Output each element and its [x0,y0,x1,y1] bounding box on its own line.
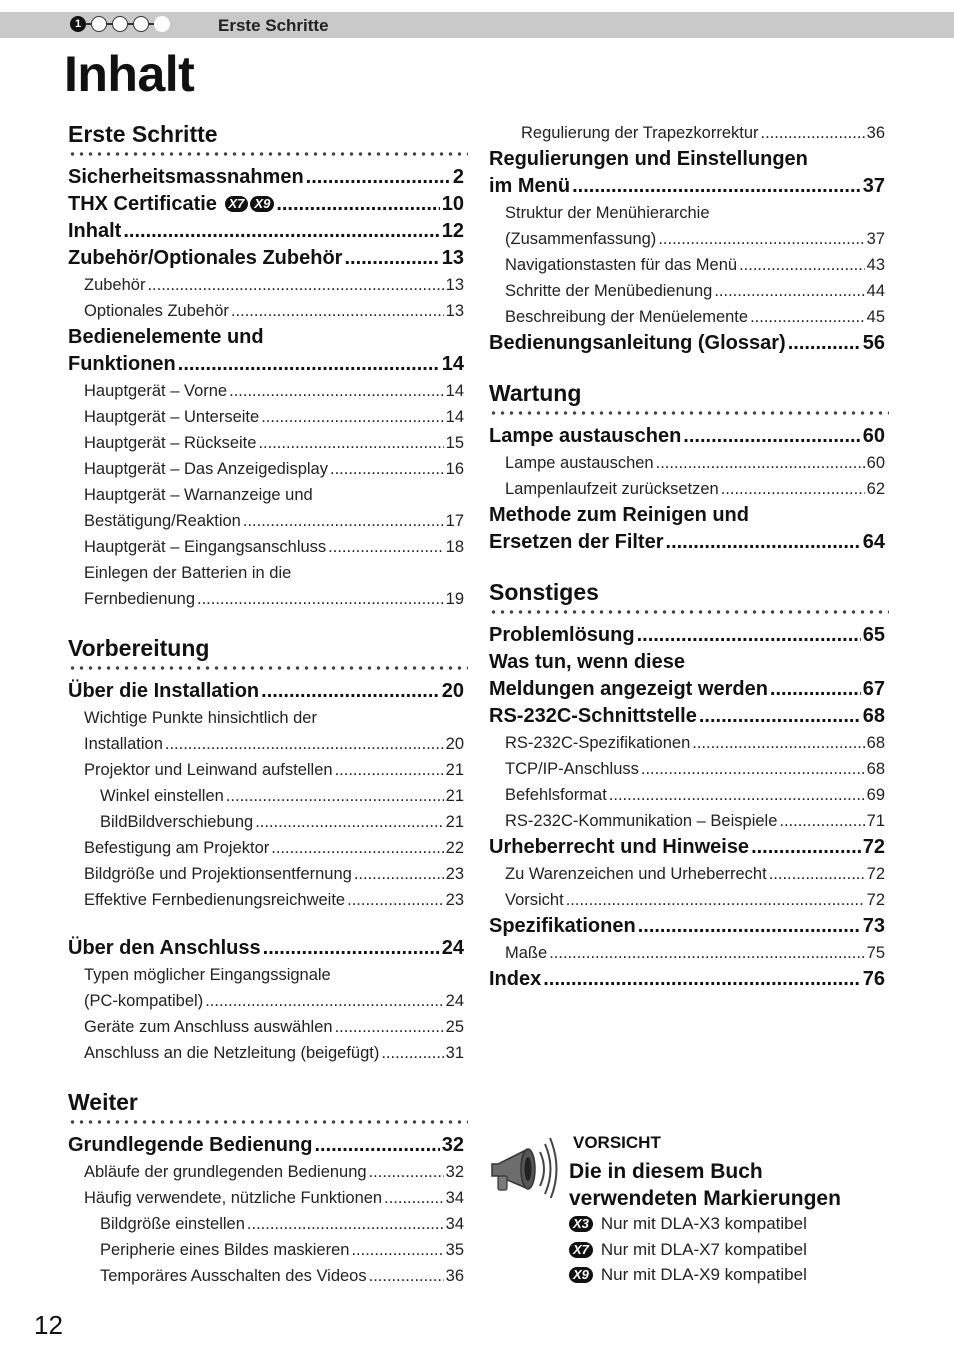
toc-subentry-line1: Typen möglicher Eingangssignale [84,966,331,984]
toc-entry-line1: Bedienelemente und [68,326,264,348]
toc-subentry[interactable]: Befestigung am Projektor ..... 22 [68,835,464,861]
toc-subentry[interactable]: Hauptgerät – Eingangsanschluss ..... 18 [68,534,464,560]
toc-subentry-line1: Struktur der Menühierarchie [505,204,710,222]
step-5-icon [154,16,170,32]
toc-subentry[interactable]: Abläufe der grundlegenden Bedienung ..... 32 [68,1159,464,1185]
toc-entry[interactable]: Funktionen ..... 14 [68,351,464,378]
toc-subentry[interactable]: Hauptgerät – Unterseite ..... 14 [68,404,464,430]
toc-subentry[interactable]: Zu Warenzeichen und Urheberrecht ..... 72 [489,861,885,887]
x9-badge-icon: X9 [569,1267,593,1283]
toc-entry[interactable]: Problemlösung ..... 65 [489,622,885,649]
toc-subsubentry[interactable]: Winkel einstellen ..... 21 [68,783,464,809]
toc-subsubentry[interactable]: Peripherie eines Bildes maskieren ..... 35 [68,1237,464,1263]
toc-subentry[interactable]: Projektor und Leinwand aufstellen ..... 21 [68,757,464,783]
toc-subentry[interactable]: RS-232C-Spezifikationen ..... 68 [489,730,885,756]
toc-entry[interactable]: im Menü ..... 37 [489,173,885,200]
toc-entry[interactable]: Index ..... 76 [489,966,885,993]
toc-subentry[interactable]: Bildgröße und Projektionsentfernung ..... 23 [68,861,464,887]
toc-subentry[interactable]: Schritte der Menübedienung ..... 44 [489,278,885,304]
page-title: Inhalt [64,46,195,102]
section-divider [68,148,468,160]
toc-subentry[interactable]: (Zusammenfassung) ..... 37 [489,226,885,252]
toc-entry[interactable]: Sicherheitsmassnahmen ..... 2 [68,164,464,191]
x3-badge-icon: X3 [569,1216,593,1232]
marking-legend [569,1211,807,1288]
toc-entry-line1: Regulierungen und Einstellungen [489,148,808,170]
step-4-icon [133,16,149,32]
toc-subentry[interactable]: Häufig verwendete, nützliche Funktionen ..... 34 [68,1185,464,1211]
toc-subentry[interactable]: Hauptgerät – Vorne ..... 14 [68,378,464,404]
toc-entry[interactable]: Ersetzen der Filter ..... 64 [489,529,885,556]
toc-right-column [489,120,885,993]
toc-entry-line1: Methode zum Reinigen und [489,504,749,526]
toc-subentry-line1: Wichtige Punkte hinsichtlich der [84,709,317,727]
toc-entry-line1: Was tun, wenn diese [489,651,685,673]
section-divider [489,606,889,618]
toc-subentry[interactable]: RS-232C-Kommunikation – Beispiele ..... 71 [489,808,885,834]
toc-entry[interactable]: Urheberrecht und Hinweise ..... 72 [489,834,885,861]
toc-subentry[interactable]: Bestätigung/Reaktion ..... 17 [68,508,464,534]
toc-subentry[interactable]: Installation ..... 20 [68,731,464,757]
toc-subentry-line1: Hauptgerät – Warnanzeige und [84,486,313,504]
toc-entry[interactable]: Spezifikationen ..... 73 [489,913,885,940]
megaphone-icon [488,1128,560,1198]
toc-subsubentry[interactable]: BildBildverschiebung ..... 21 [68,809,464,835]
toc-left-column [68,120,464,1289]
x7-badge-icon: X7 [225,196,249,212]
toc-subsubentry[interactable]: Regulierung der Trapezkorrektur ..... 36 [489,120,885,146]
step-2-icon [91,16,107,32]
toc-subentry[interactable]: Beschreibung der Menüelemente ..... 45 [489,304,885,330]
x9-badge-icon: X9 [250,196,274,212]
section-title-erste-schritte: Erste Schritte [68,121,218,147]
toc-entry[interactable]: Grundlegende Bedienung ..... 32 [68,1132,464,1159]
toc-subentry[interactable]: TCP/IP-Anschluss ..... 68 [489,756,885,782]
toc-entry[interactable]: THX Certificatie X7 X9 ..... 10 [68,191,464,218]
toc-subsubentry[interactable]: Temporäres Ausschalten des Videos ..... 36 [68,1263,464,1289]
toc-subentry[interactable]: Optionales Zubehör ..... 13 [68,298,464,324]
breadcrumb: Erste Schritte [218,16,329,35]
legend-item: X9 Nur mit DLA-X9 kompatibel [569,1262,807,1288]
toc-subentry[interactable]: Geräte zum Anschluss auswählen ..... 25 [68,1014,464,1040]
toc-entry[interactable]: Zubehör/Optionales Zubehör ..... 13 [68,245,464,272]
section-title-sonstiges: Sonstiges [489,579,599,605]
page-number: 12 [34,1310,63,1340]
toc-subentry[interactable]: Effektive Fernbedienungsreichweite ..... 23 [68,887,464,913]
section-divider [489,407,889,419]
section-divider [68,1116,468,1128]
caution-heading: Die in diesem Buch verwendeten Markierungen [569,1160,841,1210]
toc-subentry[interactable]: Hauptgerät – Das Anzeigedisplay ..... 16 [68,456,464,482]
caution-label: VORSICHT [573,1133,661,1152]
section-title-wartung: Wartung [489,380,582,406]
toc-subentry[interactable]: Zubehör ..... 13 [68,272,464,298]
x7-badge-icon: X7 [569,1242,593,1258]
step-indicator [70,16,170,32]
toc-entry[interactable]: Über den Anschluss ..... 24 [68,935,464,962]
toc-subentry[interactable]: Navigationstasten für das Menü ..... 43 [489,252,885,278]
toc-subentry[interactable]: Hauptgerät – Rückseite ..... 15 [68,430,464,456]
step-3-icon [112,16,128,32]
toc-subentry[interactable]: Fernbedienung ..... 19 [68,586,464,612]
toc-subentry[interactable]: Anschluss an die Netzleitung (beigefügt) ..... 31 [68,1040,464,1066]
toc-subentry[interactable]: Maße ..... 75 [489,940,885,966]
section-title-vorbereitung: Vorbereitung [68,635,210,661]
toc-subentry[interactable]: Vorsicht ..... 72 [489,887,885,913]
toc-entry[interactable]: Meldungen angezeigt werden ..... 67 [489,676,885,703]
section-divider [68,662,468,674]
legend-item: X7 Nur mit DLA-X7 kompatibel [569,1237,807,1263]
toc-entry[interactable]: Über die Installation ..... 20 [68,678,464,705]
toc-subentry[interactable]: (PC-kompatibel) ..... 24 [68,988,464,1014]
legend-item: X3 Nur mit DLA-X3 kompatibel [569,1211,807,1237]
toc-entry[interactable]: Bedienungsanleitung (Glossar) ..... 56 [489,330,885,357]
toc-entry[interactable]: Inhalt ..... 12 [68,218,464,245]
toc-subentry-line1: Einlegen der Batterien in die [84,564,292,582]
toc-subsubentry[interactable]: Bildgröße einstellen ..... 34 [68,1211,464,1237]
header-bar [0,12,954,38]
toc-entry[interactable]: Lampe austauschen ..... 60 [489,423,885,450]
toc-subentry[interactable]: Befehlsformat ..... 69 [489,782,885,808]
section-title-weiter: Weiter [68,1089,138,1115]
toc-subentry[interactable]: Lampe austauschen ..... 60 [489,450,885,476]
toc-subentry[interactable]: Lampenlaufzeit zurücksetzen ..... 62 [489,476,885,502]
toc-entry[interactable]: RS-232C-Schnittstelle ..... 68 [489,703,885,730]
step-1-icon: 1 [70,16,86,32]
